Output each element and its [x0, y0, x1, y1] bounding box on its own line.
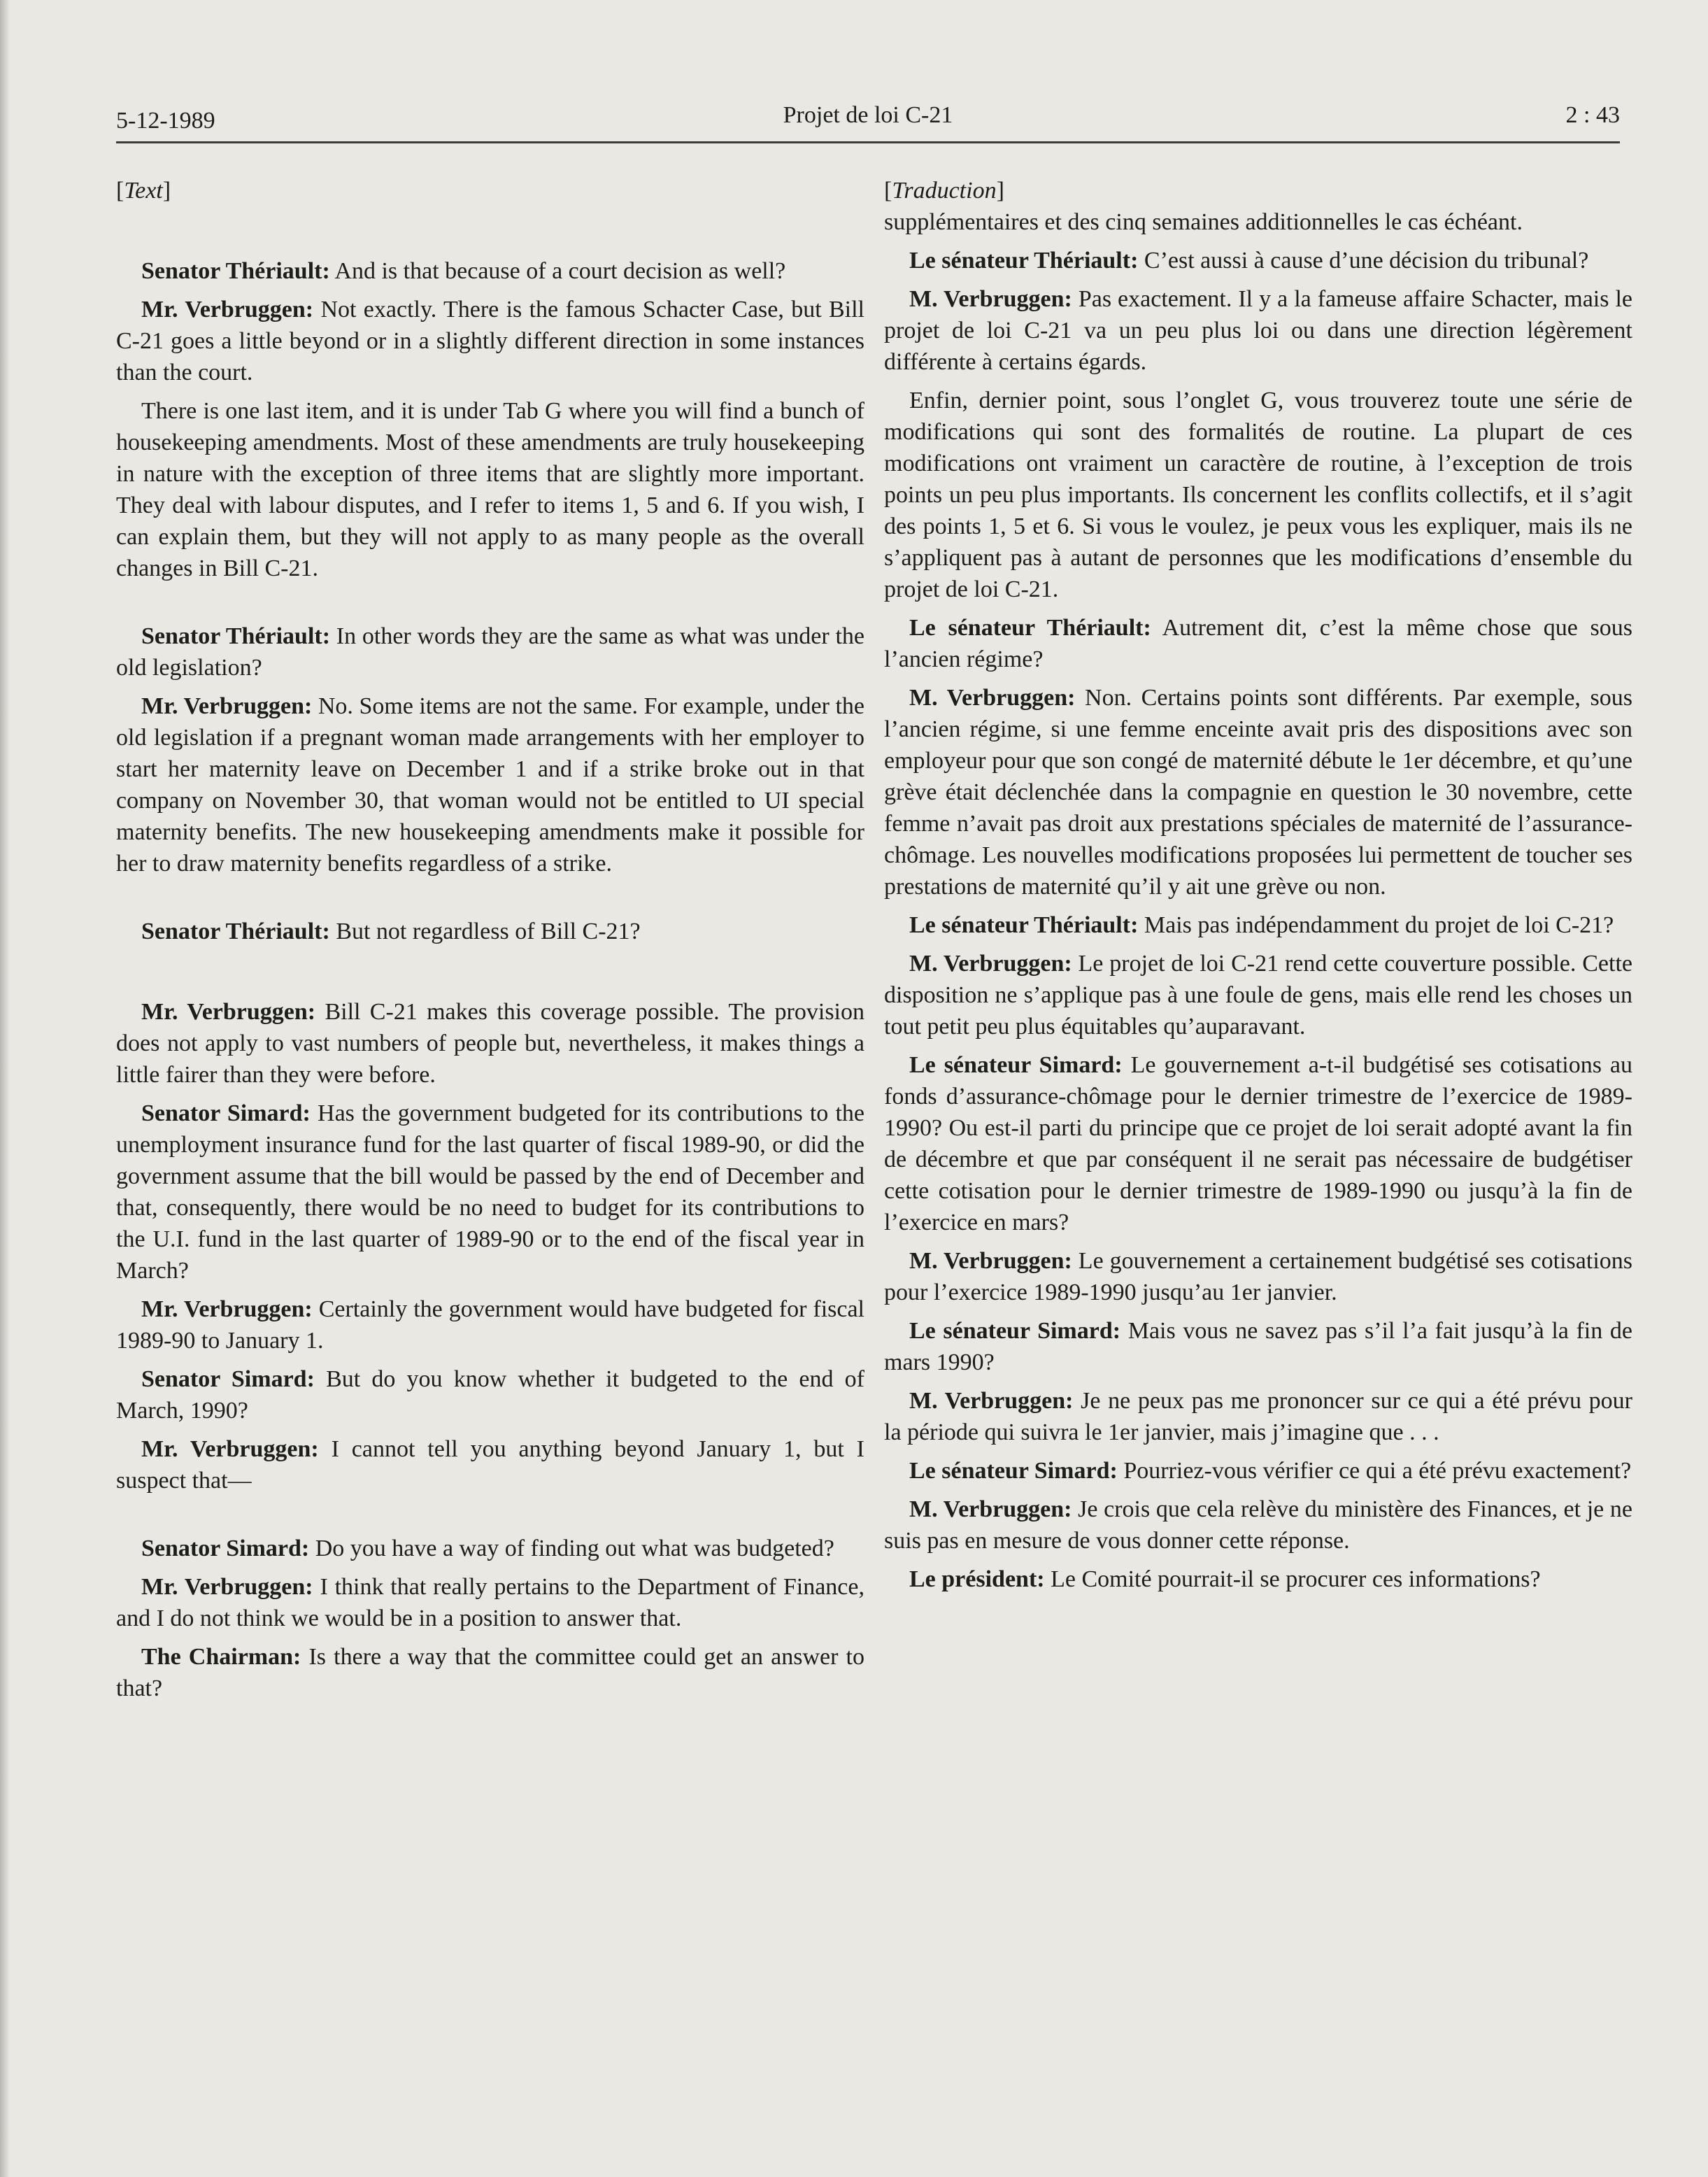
english-paragraph [116, 1363, 864, 1426]
speaker-name: The Chairman: [141, 1644, 301, 1670]
english-column [116, 175, 864, 1704]
english-marker-text: Text [124, 178, 163, 204]
speaker-name: Mr. Verbruggen: [141, 1436, 319, 1462]
speech-text: No. Some items are not the same. For example, under the old legislation if a pregnant woman made arrangements with her employer to start her maternity leave on December 1 and if a strike broke out in that company on November 30, that woman would not be entitled to UI special maternity benefits. The new housekeeping amendments make it possible for her to draw maternity benefits regardless of a strike. [116, 693, 864, 877]
english-paragraph [116, 1641, 864, 1704]
speech-text: Is there a way that the committee could get an answer to that? [116, 1644, 864, 1701]
speech-text: C’est aussi à cause d’une décision du tribunal? [1138, 248, 1589, 274]
speaker-name: Le sénateur Simard: [909, 1052, 1123, 1078]
speech-text: Enfin, dernier point, sous l’onglet G, vous trouverez toute une série de modifications qui sont des formalités de routine. La plupart de ces modifications ont vraiment un caractère de routine, à l’exception de trois points un peu plus importants. Ils concernent les conflits collectifs, et il s’agit des points 1, 5 et 6. Si vous le voulez, je peux vous les expliquer, mais ils ne s’appliquent pas à autant de personnes que les modifications d’ensemble du projet de loi C-21. [884, 388, 1632, 602]
french-paragraph [884, 612, 1632, 675]
speech-text: Not exactly. There is the famous Schacter Case, but Bill C-21 goes a little beyond or in a slightly different direction in some instances than the court. [116, 297, 865, 385]
english-paragraph [116, 294, 864, 388]
french-paragraph [884, 206, 1632, 238]
speech-text: Mais vous ne savez pas s’il l’a fait jusqu’à la fin de mars 1990? [884, 1318, 1632, 1375]
speaker-name: Mr. Verbruggen: [141, 693, 313, 719]
speaker-name: M. Verbruggen: [909, 951, 1072, 977]
french-paragraph [884, 283, 1632, 378]
speaker-name: Senator Thériault: [141, 258, 330, 284]
speech-text: supplémentaires et des cinq semaines additionnelles le cas échéant. [884, 209, 1523, 235]
speaker-name: M. Verbruggen: [909, 286, 1072, 312]
speaker-name: Le président: [909, 1566, 1045, 1592]
english-paragraph [116, 1098, 864, 1286]
speaker-name: Le sénateur Thériault: [909, 912, 1139, 938]
french-paragraph [884, 385, 1632, 605]
speaker-name: Le sénateur Simard: [909, 1318, 1121, 1344]
header-title: Projet de loi C-21 [783, 102, 953, 128]
french-paragraph [884, 1049, 1632, 1238]
english-paragraph [116, 1293, 864, 1356]
french-paragraph [884, 1385, 1632, 1448]
speech-text: Mais pas indépendamment du projet de loi C-21? [1138, 912, 1614, 938]
french-marker-text: Traduction [892, 178, 997, 204]
speaker-name: Senator Simard: [141, 1536, 310, 1561]
speech-text: Le Comité pourrait-il se procurer ces informations? [1044, 1566, 1541, 1592]
speaker-name: Le sénateur Thériault: [909, 248, 1139, 274]
french-paragraph [884, 245, 1632, 276]
speech-text: Has the government budgeted for its contributions to the unemployment insurance fund for the last quarter of fiscal 1989-90, or did the government assume that the bill would be passed by the end of December and that, consequently, there would be no need to budget for its contributions to the U.I. fund in the last quarter of 1989-90 or to the end of the fiscal year in March? [116, 1100, 864, 1284]
french-paragraph [884, 1563, 1632, 1595]
french-paragraph [884, 1315, 1632, 1378]
header-date: 5-12-1989 [116, 108, 215, 134]
french-paragraph [884, 948, 1632, 1042]
french-paragraph [884, 1455, 1632, 1487]
speaker-name: Senator Simard: [141, 1366, 315, 1392]
speech-text: And is that because of a court decision as well? [329, 258, 786, 284]
header-page-number: 2 : 43 [1565, 102, 1620, 128]
speaker-name: M. Verbruggen: [909, 685, 1076, 711]
english-paragraph [116, 1571, 864, 1634]
speech-text: Do you have a way of finding out what was budgeted? [309, 1536, 834, 1561]
speech-text: But not regardless of Bill C-21? [329, 919, 641, 944]
speaker-name: M. Verbruggen: [909, 1248, 1072, 1274]
speech-text: In other words they are the same as what was under the old legislation? [116, 623, 864, 681]
english-paragraph [116, 690, 864, 879]
speech-text: Pas exactement. Il y a la fameuse affaire Schacter, mais le projet de loi C-21 va un peu plus loi ou dans une direction légèrement différente à certains égards. [884, 286, 1632, 375]
english-paragraph [116, 1533, 864, 1564]
speaker-name: M. Verbruggen: [909, 1388, 1074, 1414]
french-paragraph [884, 1245, 1632, 1308]
speaker-name: Senator Thériault: [141, 919, 330, 944]
english-section-marker: [Text] [116, 178, 171, 204]
english-paragraph [116, 916, 864, 947]
speaker-name: Senator Thériault: [141, 623, 331, 649]
english-paragraph [116, 621, 864, 683]
french-column [884, 175, 1632, 1595]
english-paragraph [116, 255, 864, 287]
speaker-name: Mr. Verbruggen: [141, 297, 314, 322]
speech-text: Bill C-21 makes this coverage possible. The provision does not apply to vast numbers of people but, nevertheless, it makes things a little fairer than they were before. [116, 999, 865, 1088]
speech-text: Le projet de loi C-21 rend cette couverture possible. Cette disposition ne s’applique pas à une foule de gens, mais elle rend les choses un tout petit peu plus équitables qu’auparavant. [884, 951, 1632, 1040]
speech-text: I think that really pertains to the Department of Finance, and I do not think we would be in a position to answer that. [116, 1574, 864, 1631]
french-section-marker: [Traduction] [884, 178, 1004, 204]
speech-text: Je crois que cela relève du ministère des Finances, et je ne suis pas en mesure de vous donner cette réponse. [884, 1496, 1632, 1554]
page-header [116, 102, 1620, 143]
speech-text: Certainly the government would have budgeted for fiscal 1989-90 to January 1. [116, 1296, 864, 1354]
english-paragraph [116, 1433, 864, 1496]
speech-text: I cannot tell you anything beyond January 1, but I suspect that— [116, 1436, 864, 1494]
speech-text: Pourriez-vous vérifier ce qui a été prévu exactement? [1117, 1458, 1632, 1484]
speech-text: Le gouvernement a certainement budgétisé ses cotisations pour l’exercice 1989-1990 jusqu’au 1er janvier. [884, 1248, 1632, 1305]
speech-text: Je ne peux pas me prononcer sur ce qui a été prévu pour la période qui suivra le 1er janvier, mais j’imagine que . . . [884, 1388, 1633, 1445]
speech-text: Non. Certains points sont différents. Par exemple, sous l’ancien régime, si une femme enceinte avait pris des dispositions avec son employeur pour que son congé de maternité débute le 1er décembre, et qu’une grève était déclenchée dans la compagnie en question le 30 novembre, cette femme n’avait pas droit aux prestations spéciales de maternité de l’assurance-chômage. Les nouvelles modifications proposées lui permettent de toucher ses prestations de maternité qu’il y ait une grève ou non. [884, 685, 1632, 900]
french-paragraph [884, 682, 1632, 902]
english-paragraph [116, 395, 864, 584]
speech-text: Le gouvernement a-t-il budgétisé ses cotisations au fonds d’assurance-chômage pour le dernier trimestre de l’exercice de 1989-1990? Ou est-il parti du principe que ce projet de loi serait adopté avant la fin de décembre et que par conséquent il ne serait pas nécessaire de budgétiser cette cotisation pour le dernier trimestre de 1989-1990 ou jusqu’à la fin de l’exercice en mars? [884, 1052, 1632, 1235]
speaker-name: M. Verbruggen: [909, 1496, 1072, 1522]
speaker-name: Mr. Verbruggen: [141, 1296, 313, 1322]
speaker-name: Mr. Verbruggen: [141, 1574, 313, 1600]
speech-text: But do you know whether it budgeted to the end of March, 1990? [116, 1366, 864, 1424]
english-paragraph [116, 996, 864, 1091]
page-binding-edge [0, 0, 10, 2177]
speech-text: Autrement dit, c’est la même chose que sous l’ancien régime? [884, 615, 1632, 672]
speaker-name: Mr. Verbruggen: [141, 999, 316, 1025]
french-paragraph [884, 909, 1632, 941]
speaker-name: Senator Simard: [141, 1100, 311, 1126]
speaker-name: Le sénateur Thériault: [909, 615, 1151, 641]
french-paragraph [884, 1494, 1632, 1556]
speaker-name: Le sénateur Simard: [909, 1458, 1118, 1484]
speech-text: There is one last item, and it is under Tab G where you will find a bunch of housekeeping amendments. Most of these amendments are truly housekeeping in nature with the exception of three items that are slightly more important. They deal with labour disputes, and I refer to items 1, 5 and 6. If you wish, I can explain them, but they will not apply to as many people as the overall changes in Bill C-21. [116, 398, 864, 581]
